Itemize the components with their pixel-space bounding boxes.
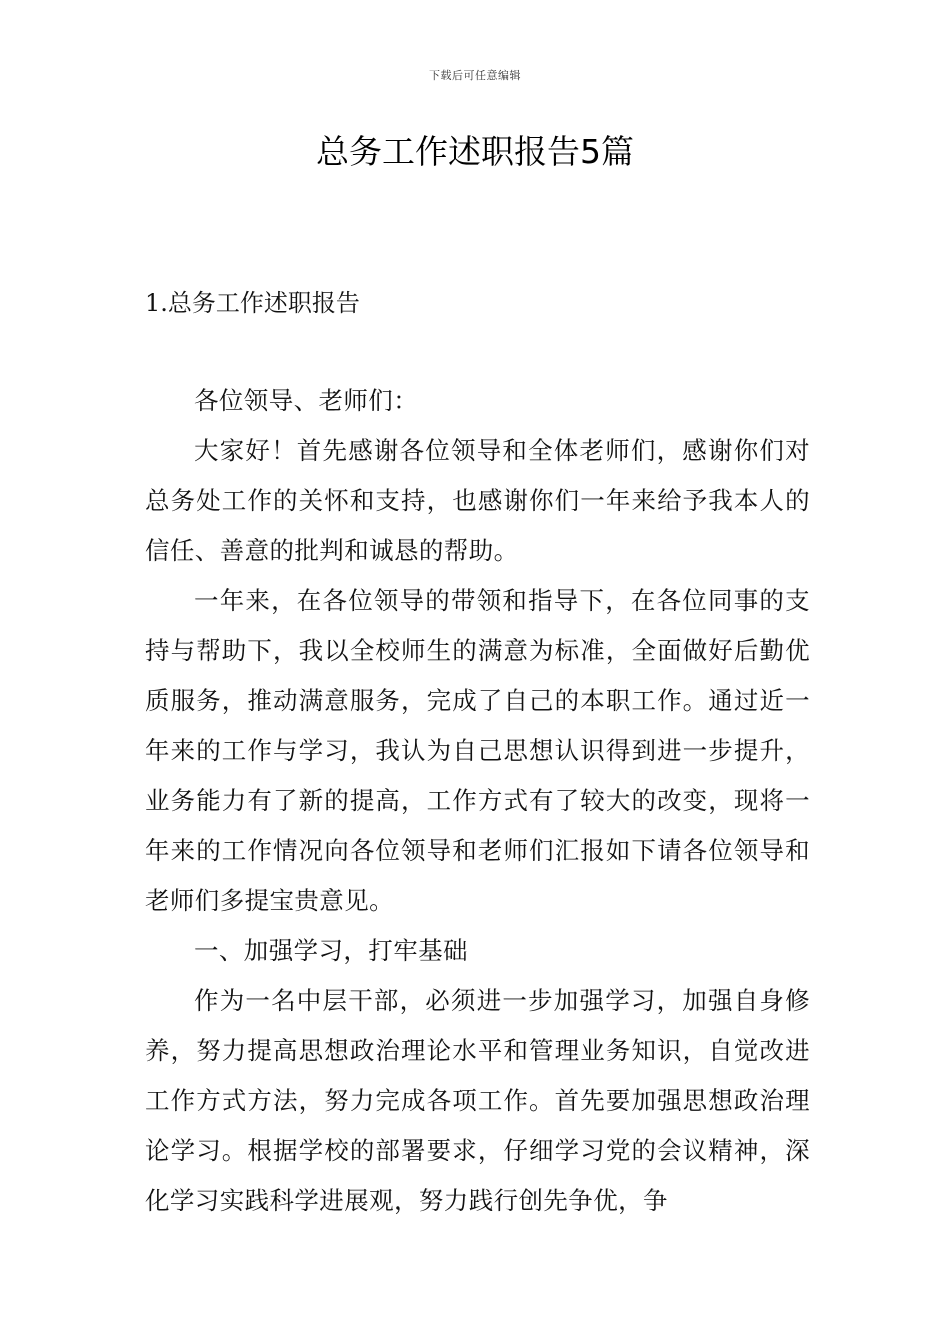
- paragraph-salutation: 各位领导、老师们：: [194, 386, 419, 415]
- paragraph-study: 作为一名中层干部，必须进一步加强学习，加强自身修养，努力提高思想政治理论水平和管理业务知识，自觉改进工作方式方法，努力完成各项工作。首先要加强思想政治理论学习。根据学校的部署要求，仔细学习党的会议精神，深化学习实践科学进展观，努力践行创先争优，争: [145, 986, 810, 1215]
- body-text: [145, 376, 810, 1226]
- header-note: 下载后可任意编辑: [429, 69, 521, 82]
- paragraph-greeting: 大家好！首先感谢各位领导和全体老师们，感谢你们对总务处工作的关怀和支持，也感谢你们一年来给予我本人的信任、善意的批判和诚恳的帮助。: [145, 436, 810, 565]
- paragraph-overview: 一年来，在各位领导的带领和指导下，在各位同事的支持与帮助下，我以全校师生的满意为标准，全面做好后勤优质服务，推动满意服务，完成了自己的本职工作。通过近一年来的工作与学习，我认为自己思想认识得到进一步提升，业务能力有了新的提高，工作方式有了较大的改变，现将一年来的工作情况向各位领导和老师们汇报如下请各位领导和老师们多提宝贵意见。: [145, 586, 810, 915]
- document-title: 总务工作述职报告5篇: [316, 132, 634, 171]
- paragraph-subheading: 一、加强学习，打牢基础: [194, 936, 468, 965]
- section-heading: 1.总务工作述职报告: [145, 289, 360, 317]
